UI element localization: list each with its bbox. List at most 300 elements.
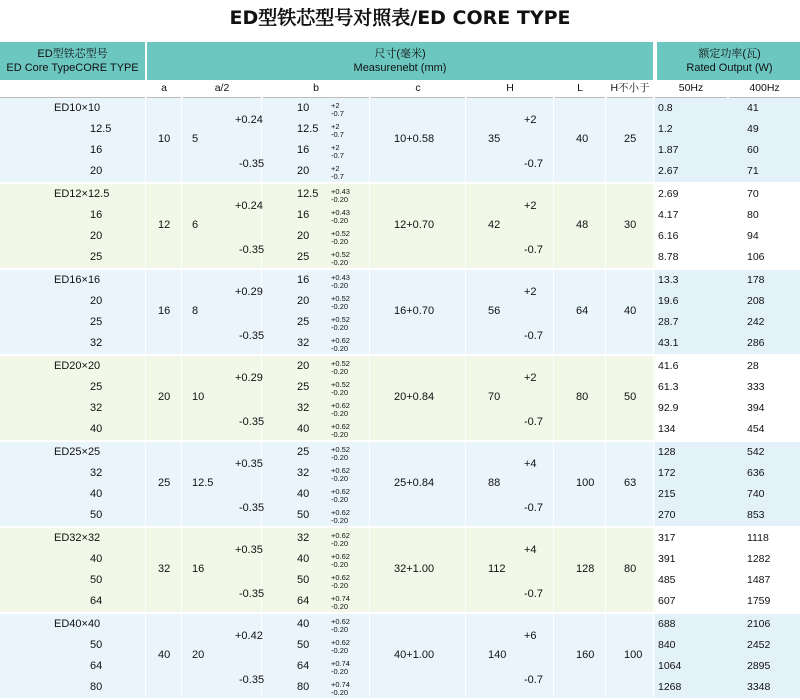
dim-b-value: 20 <box>297 230 310 242</box>
dim-b-minus-tol: -0.20 <box>331 388 349 397</box>
dim-b-minus-tol: -0.7 <box>331 109 344 118</box>
dim-b-plus-tol: +2 <box>331 122 340 131</box>
dim-h-plus-tol: +4 <box>524 544 537 556</box>
column-divider <box>145 184 146 268</box>
dim-b-plus-tol: +0.62 <box>331 573 350 582</box>
column-divider <box>653 184 654 268</box>
col-a2-header: a/2 <box>183 80 261 98</box>
dim-l: 40 <box>576 133 589 145</box>
column-divider <box>465 356 466 440</box>
model-name: 40 <box>90 423 103 435</box>
dim-b-plus-tol: +2 <box>331 101 340 110</box>
table-row-group <box>0 442 800 528</box>
dim-b-plus-tol: +0.52 <box>331 315 350 324</box>
output-row <box>655 656 800 678</box>
output-50hz: 1.2 <box>658 123 673 135</box>
model-name: ED20×20 <box>54 360 101 372</box>
output-row <box>655 184 800 206</box>
dim-b-minus-tol: -0.7 <box>331 130 344 139</box>
output-400hz: 106 <box>747 251 765 263</box>
dim-a2-plus-tol: +0.29 <box>235 372 263 384</box>
dim-a2-plus-tol: +0.29 <box>235 286 263 298</box>
dim-a: 32 <box>158 563 171 575</box>
model-name: ED16×16 <box>54 274 101 286</box>
model-header-en: ED Core TypeCORE TYPE <box>6 62 139 74</box>
column-divider <box>653 270 654 354</box>
dim-b-minus-tol: -0.20 <box>331 302 349 311</box>
model-name: 40 <box>90 553 103 565</box>
dim-a: 12 <box>158 219 171 231</box>
dim-l: 80 <box>576 391 589 403</box>
dim-b-value: 32 <box>297 402 310 414</box>
dim-b-minus-tol: -0.20 <box>331 560 349 569</box>
output-50hz: 1.87 <box>658 144 679 156</box>
dim-b-plus-tol: +0.43 <box>331 208 350 217</box>
output-50hz: 391 <box>658 553 676 565</box>
output-column-header <box>655 42 800 80</box>
model-name: 25 <box>90 251 103 263</box>
dim-h: 56 <box>488 305 501 317</box>
dim-b-plus-tol: +0.52 <box>331 294 350 303</box>
page-title: ED型铁芯型号对照表/ED CORE TYPE <box>229 7 571 29</box>
output-50hz: 0.8 <box>658 102 673 114</box>
column-divider <box>465 442 466 526</box>
dim-h-plus-tol: +2 <box>524 200 537 212</box>
dim-b-value: 40 <box>297 488 310 500</box>
output-50hz: 215 <box>658 488 676 500</box>
dim-a2-minus-tol: -0.35 <box>239 674 265 686</box>
column-divider <box>181 528 182 612</box>
dim-b-minus-tol: -0.20 <box>331 646 349 655</box>
output-400hz: 2452 <box>747 639 771 651</box>
output-400hz: 286 <box>747 337 765 349</box>
model-name: 40 <box>90 488 103 500</box>
sub-header-row <box>0 80 800 97</box>
model-name: 64 <box>90 660 103 672</box>
output-50hz: 270 <box>658 509 676 521</box>
column-divider <box>145 528 146 612</box>
dim-h: 35 <box>488 133 501 145</box>
dim-b-minus-tol: -0.20 <box>331 409 349 418</box>
dim-h-minus-tol: -0.7 <box>524 674 543 686</box>
output-50hz: 1268 <box>658 681 682 693</box>
column-divider <box>465 98 466 182</box>
output-row <box>655 270 800 292</box>
output-row <box>655 205 800 227</box>
column-divider <box>181 442 182 526</box>
dim-b-value: 20 <box>297 360 310 372</box>
dim-b-plus-tol: +0.43 <box>331 187 350 196</box>
table-row-group <box>0 528 800 614</box>
dim-b-value: 20 <box>297 295 310 307</box>
output-header-cn: 额定功率(瓦) <box>698 48 761 60</box>
output-400hz: 636 <box>747 467 765 479</box>
table-row-group <box>0 98 800 184</box>
dim-b-minus-tol: -0.20 <box>331 516 349 525</box>
dim-b-minus-tol: -0.20 <box>331 195 349 204</box>
output-50hz: 61.3 <box>658 381 679 393</box>
dim-b-minus-tol: -0.20 <box>331 453 349 462</box>
dim-b-minus-tol: -0.20 <box>331 281 349 290</box>
dim-b-value: 25 <box>297 251 310 263</box>
column-divider <box>605 98 606 182</box>
model-name: 20 <box>90 165 103 177</box>
dim-b-value: 32 <box>297 337 310 349</box>
dim-b-minus-tol: -0.20 <box>331 581 349 590</box>
output-400hz: 41 <box>747 102 759 114</box>
dim-h-min: 40 <box>624 305 637 317</box>
model-name: 64 <box>90 595 103 607</box>
output-row <box>655 591 800 613</box>
column-divider <box>369 442 370 526</box>
output-row <box>655 247 800 269</box>
output-row <box>655 226 800 248</box>
column-divider <box>465 184 466 268</box>
output-400hz: 394 <box>747 402 765 414</box>
dim-a2-plus-tol: +0.24 <box>235 114 263 126</box>
dim-a2-minus-tol: -0.35 <box>239 502 265 514</box>
dim-b-minus-tol: -0.20 <box>331 474 349 483</box>
output-row <box>655 140 800 162</box>
dim-b-plus-tol: +0.62 <box>331 552 350 561</box>
column-divider <box>605 442 606 526</box>
dimension-header-en: Measurenebt (mm) <box>353 62 447 74</box>
dim-b-plus-tol: +0.62 <box>331 508 350 517</box>
dim-b-minus-tol: -0.20 <box>331 430 349 439</box>
dim-b-minus-tol: -0.20 <box>331 344 349 353</box>
dim-h-minus-tol: -0.7 <box>524 416 543 428</box>
column-divider <box>553 614 554 698</box>
dim-b-minus-tol: -0.20 <box>331 688 349 697</box>
output-row <box>655 463 800 485</box>
output-row <box>655 677 800 699</box>
column-divider <box>553 270 554 354</box>
dim-c: 12+0.70 <box>394 219 435 231</box>
table-row-group <box>0 270 800 356</box>
output-row <box>655 333 800 355</box>
dim-b-plus-tol: +0.52 <box>331 250 350 259</box>
dim-b-plus-tol: +0.52 <box>331 445 350 454</box>
dim-a2: 16 <box>192 563 205 575</box>
output-row <box>655 484 800 506</box>
output-400hz: 1487 <box>747 574 771 586</box>
dim-b-minus-tol: -0.20 <box>331 216 349 225</box>
output-row <box>655 505 800 527</box>
dim-b-value: 50 <box>297 509 310 521</box>
dim-h: 88 <box>488 477 501 489</box>
dim-b-minus-tol: -0.20 <box>331 602 349 611</box>
dim-b-plus-tol: +0.74 <box>331 680 350 689</box>
dim-b-minus-tol: -0.7 <box>331 172 344 181</box>
output-50hz: 1064 <box>658 660 682 672</box>
model-name: ED32×32 <box>54 532 101 544</box>
dim-a: 40 <box>158 649 171 661</box>
column-divider <box>653 528 654 612</box>
col-b-header: b <box>263 80 369 98</box>
dim-h-min: 63 <box>624 477 637 489</box>
dim-h: 42 <box>488 219 501 231</box>
output-400hz: 740 <box>747 488 765 500</box>
dim-a2: 8 <box>192 305 199 317</box>
sub-header-blank <box>0 80 145 98</box>
column-divider <box>145 356 146 440</box>
model-name: 25 <box>90 316 103 328</box>
dim-b-minus-tol: -0.20 <box>331 495 349 504</box>
dim-b-plus-tol: +0.62 <box>331 531 350 540</box>
column-divider <box>553 442 554 526</box>
output-400hz: 80 <box>747 209 759 221</box>
output-row <box>655 356 800 378</box>
dim-b-value: 64 <box>297 660 310 672</box>
dim-a2-plus-tol: +0.24 <box>235 200 263 212</box>
column-divider <box>465 528 466 612</box>
col-h-header: H <box>467 80 553 98</box>
dim-h-minus-tol: -0.7 <box>524 502 543 514</box>
dim-b-plus-tol: +0.62 <box>331 487 350 496</box>
output-400hz: 3348 <box>747 681 771 693</box>
output-400hz: 2895 <box>747 660 771 672</box>
dim-b-minus-tol: -0.20 <box>331 258 349 267</box>
output-row <box>655 312 800 334</box>
column-divider <box>605 528 606 612</box>
dim-b-minus-tol: -0.20 <box>331 539 349 548</box>
dimension-column-header <box>147 42 653 80</box>
column-divider <box>653 356 654 440</box>
dim-h-plus-tol: +6 <box>524 630 537 642</box>
output-50hz: 41.6 <box>658 360 679 372</box>
dim-b-value: 20 <box>297 165 310 177</box>
output-row <box>655 119 800 141</box>
dim-b-minus-tol: -0.20 <box>331 367 349 376</box>
output-row <box>655 549 800 571</box>
output-400hz: 71 <box>747 165 759 177</box>
dim-h-minus-tol: -0.7 <box>524 330 543 342</box>
column-divider <box>369 270 370 354</box>
dim-b-value: 80 <box>297 681 310 693</box>
column-divider <box>145 98 146 182</box>
col-50hz-header: 50Hz <box>655 80 727 98</box>
dim-b-minus-tol: -0.20 <box>331 323 349 332</box>
output-50hz: 92.9 <box>658 402 679 414</box>
output-row <box>655 442 800 464</box>
dim-c: 25+0.84 <box>394 477 435 489</box>
dim-b-plus-tol: +0.52 <box>331 229 350 238</box>
model-column-header <box>0 42 147 80</box>
column-divider <box>553 184 554 268</box>
dim-b-plus-tol: +0.62 <box>331 617 350 626</box>
dim-b-plus-tol: +2 <box>331 143 340 152</box>
column-divider <box>553 356 554 440</box>
col-400hz-header: 400Hz <box>729 80 800 98</box>
dim-b-plus-tol: +0.62 <box>331 638 350 647</box>
column-divider <box>181 356 182 440</box>
dim-a2: 5 <box>192 133 199 145</box>
dim-b-value: 25 <box>297 381 310 393</box>
dim-b-plus-tol: +2 <box>331 164 340 173</box>
dim-h: 140 <box>488 649 507 661</box>
output-400hz: 242 <box>747 316 765 328</box>
dim-c: 40+1.00 <box>394 649 435 661</box>
output-50hz: 485 <box>658 574 676 586</box>
dim-c: 32+1.00 <box>394 563 435 575</box>
column-divider <box>465 614 466 698</box>
output-header-en: Rated Output (W) <box>686 62 773 74</box>
column-divider <box>145 442 146 526</box>
column-divider <box>369 98 370 182</box>
column-divider <box>605 614 606 698</box>
dim-b-plus-tol: +0.62 <box>331 422 350 431</box>
output-400hz: 454 <box>747 423 765 435</box>
dim-h-minus-tol: -0.7 <box>524 244 543 256</box>
dim-a: 10 <box>158 133 171 145</box>
output-50hz: 6.16 <box>658 230 679 242</box>
dim-a2-minus-tol: -0.35 <box>239 416 265 428</box>
output-50hz: 28.7 <box>658 316 679 328</box>
dim-b-plus-tol: +0.74 <box>331 594 350 603</box>
output-400hz: 70 <box>747 188 759 200</box>
dim-a2-minus-tol: -0.35 <box>239 244 265 256</box>
model-name: 12.5 <box>90 123 112 135</box>
dim-b-plus-tol: +0.62 <box>331 401 350 410</box>
model-name: 16 <box>90 144 103 156</box>
dim-l: 128 <box>576 563 595 575</box>
output-row <box>655 570 800 592</box>
output-row <box>655 635 800 657</box>
output-400hz: 178 <box>747 274 765 286</box>
dim-a: 25 <box>158 477 171 489</box>
model-name: 16 <box>90 209 103 221</box>
dim-a2-plus-tol: +0.35 <box>235 458 263 470</box>
table-row-group <box>0 614 800 700</box>
model-name: 32 <box>90 402 103 414</box>
dim-b-value: 12.5 <box>297 188 319 200</box>
output-50hz: 840 <box>658 639 676 651</box>
dim-c: 16+0.70 <box>394 305 435 317</box>
model-name: 25 <box>90 381 103 393</box>
dim-b-value: 12.5 <box>297 123 319 135</box>
col-hmin-header: H不小于 <box>607 80 653 98</box>
dim-b-value: 40 <box>297 423 310 435</box>
dim-b-minus-tol: -0.20 <box>331 625 349 634</box>
dim-b-value: 10 <box>297 102 310 114</box>
dim-b-value: 16 <box>297 209 310 221</box>
dim-l: 160 <box>576 649 595 661</box>
dim-b-value: 16 <box>297 144 310 156</box>
dim-b-value: 50 <box>297 639 310 651</box>
column-divider <box>653 614 654 698</box>
model-name: 20 <box>90 295 103 307</box>
output-50hz: 172 <box>658 467 676 479</box>
output-400hz: 1282 <box>747 553 771 565</box>
output-50hz: 688 <box>658 618 676 630</box>
column-divider <box>181 614 182 698</box>
dim-l: 64 <box>576 305 589 317</box>
model-name: ED40×40 <box>54 618 101 630</box>
column-divider <box>605 270 606 354</box>
output-400hz: 28 <box>747 360 759 372</box>
output-50hz: 13.3 <box>658 274 679 286</box>
output-50hz: 128 <box>658 446 676 458</box>
dim-a2: 12.5 <box>192 477 214 489</box>
dim-b-plus-tol: +0.62 <box>331 466 350 475</box>
col-a-header: a <box>147 80 181 98</box>
output-50hz: 2.69 <box>658 188 679 200</box>
dim-c: 20+0.84 <box>394 391 435 403</box>
output-50hz: 2.67 <box>658 165 679 177</box>
dim-a2-minus-tol: -0.35 <box>239 330 265 342</box>
col-l-header: L <box>555 80 605 98</box>
dim-b-plus-tol: +0.52 <box>331 380 350 389</box>
dim-l: 100 <box>576 477 595 489</box>
column-divider <box>465 270 466 354</box>
dim-b-plus-tol: +0.52 <box>331 359 350 368</box>
dim-h: 70 <box>488 391 501 403</box>
dim-b-value: 32 <box>297 467 310 479</box>
model-name: ED25×25 <box>54 446 101 458</box>
output-400hz: 60 <box>747 144 759 156</box>
output-50hz: 8.78 <box>658 251 679 263</box>
output-row <box>655 614 800 636</box>
dim-b-value: 40 <box>297 553 310 565</box>
column-divider <box>369 614 370 698</box>
col-c-header: c <box>371 80 465 98</box>
dim-b-value: 50 <box>297 574 310 586</box>
dim-h-min: 25 <box>624 133 637 145</box>
model-name: ED12×12.5 <box>54 188 110 200</box>
dim-h-plus-tol: +2 <box>524 372 537 384</box>
dim-h: 112 <box>488 563 506 575</box>
output-row <box>655 419 800 441</box>
column-divider <box>181 98 182 182</box>
dim-h-minus-tol: -0.7 <box>524 158 543 170</box>
dim-b-value: 25 <box>297 446 310 458</box>
output-50hz: 317 <box>658 532 676 544</box>
model-name: 50 <box>90 509 103 521</box>
table-row-group <box>0 184 800 270</box>
dim-a2: 6 <box>192 219 199 231</box>
output-row <box>655 161 800 183</box>
output-400hz: 1118 <box>747 532 769 544</box>
column-divider <box>369 528 370 612</box>
dim-b-plus-tol: +0.62 <box>331 336 350 345</box>
dim-b-plus-tol: +0.43 <box>331 273 350 282</box>
dim-a2-plus-tol: +0.35 <box>235 544 263 556</box>
column-divider <box>653 98 654 182</box>
table-row-group <box>0 356 800 442</box>
dim-c: 10+0.58 <box>394 133 435 145</box>
output-400hz: 853 <box>747 509 765 521</box>
output-400hz: 49 <box>747 123 759 135</box>
dim-h-min: 30 <box>624 219 637 231</box>
dim-a2-minus-tol: -0.35 <box>239 158 265 170</box>
dim-b-minus-tol: -0.20 <box>331 667 349 676</box>
dim-b-value: 16 <box>297 274 310 286</box>
dim-h-min: 80 <box>624 563 637 575</box>
model-name: 50 <box>90 639 103 651</box>
dim-h-plus-tol: +2 <box>524 114 537 126</box>
output-400hz: 208 <box>747 295 765 307</box>
column-divider <box>145 270 146 354</box>
output-50hz: 4.17 <box>658 209 679 221</box>
dim-b-minus-tol: -0.20 <box>331 237 349 246</box>
output-400hz: 542 <box>747 446 765 458</box>
column-divider <box>553 528 554 612</box>
output-400hz: 2106 <box>747 618 771 630</box>
dim-a2-plus-tol: +0.42 <box>235 630 263 642</box>
output-50hz: 43.1 <box>658 337 679 349</box>
output-row <box>655 398 800 420</box>
column-divider <box>605 356 606 440</box>
